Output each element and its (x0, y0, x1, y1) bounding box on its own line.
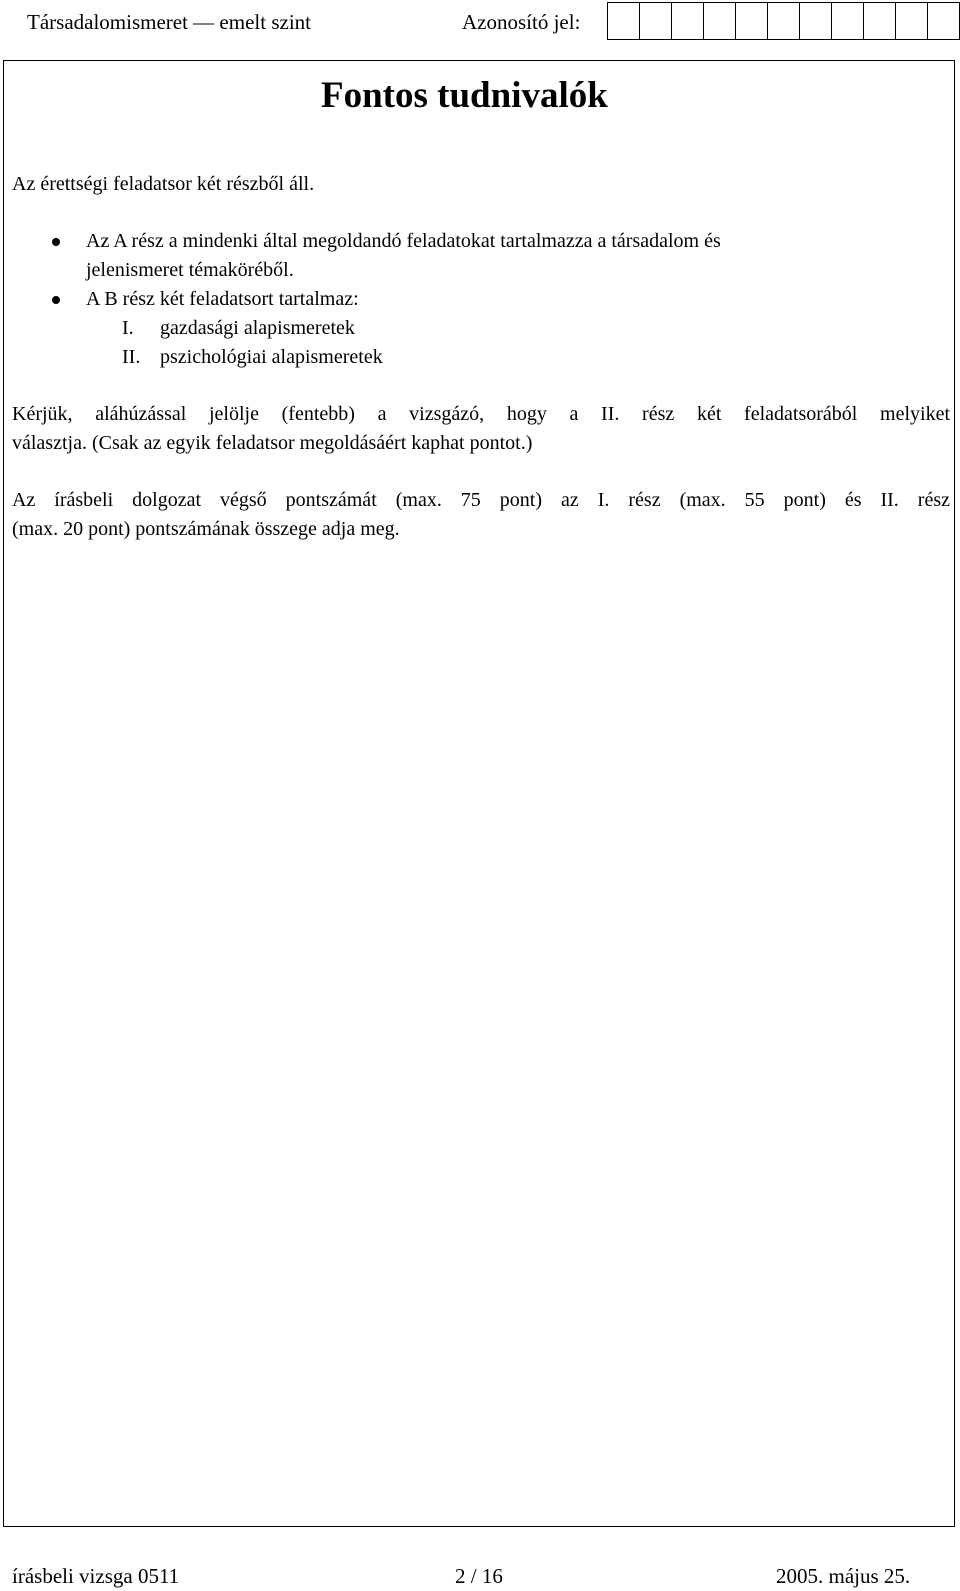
id-boxes (607, 2, 960, 40)
id-box[interactable] (768, 3, 800, 39)
id-box[interactable] (832, 3, 864, 39)
id-box[interactable] (736, 3, 768, 39)
id-box[interactable] (640, 3, 672, 39)
instruction-line-end: választja. (Csak az egyik feladatsor megoldásáért kaphat pontot.) (12, 432, 533, 454)
bullet-text: A B rész két feladatsort tartalmaz: (86, 288, 359, 310)
id-box[interactable] (928, 3, 960, 39)
bullet-text: Az A rész a mindenki által megoldandó feladatokat tartalmazza a társadalom és (86, 230, 721, 252)
id-box[interactable] (864, 3, 896, 39)
instruction-line (12, 400, 950, 429)
id-box[interactable] (896, 3, 928, 39)
header-id-label: Azonosító jel: (462, 10, 581, 34)
sub-item-text: pszichológiai alapismeretek (160, 346, 383, 368)
scoring-text: Az írásbeli dolgozat végső pontszámát (max. 75 pont) az I. rész (max. 55 pont) és II. rész (12, 489, 950, 511)
id-box[interactable] (704, 3, 736, 39)
sub-item-number: I. (122, 317, 134, 339)
bullet-dot-icon (52, 296, 60, 304)
id-box[interactable] (672, 3, 704, 39)
instruction-text: Kérjük, aláhúzással jelölje (fentebb) a vizsgázó, hogy a II. rész két feladatsorából melyiket (12, 403, 950, 425)
scoring-line-end: (max. 20 pont) pontszámának összege adja meg. (12, 518, 400, 540)
id-box[interactable] (608, 3, 640, 39)
page-title-text: Fontos tudnivalók (321, 75, 608, 116)
intro-text: Az érettségi feladatsor két részből áll. (12, 173, 315, 195)
footer-date: 2005. május 25. (776, 1564, 911, 1588)
id-box[interactable] (800, 3, 832, 39)
sub-item-text: gazdasági alapismeretek (160, 317, 355, 339)
scoring-line (12, 486, 950, 515)
bullet-dot-icon (52, 238, 60, 246)
footer-page-number: 2 / 16 (455, 1564, 503, 1588)
header-subject: Társadalomismeret — emelt szint (27, 10, 311, 34)
sub-item-number: II. (122, 346, 141, 368)
footer-exam-code: írásbeli vizsga 0511 (12, 1564, 180, 1588)
bullet-text: jelenismeret témaköréből. (86, 259, 294, 281)
